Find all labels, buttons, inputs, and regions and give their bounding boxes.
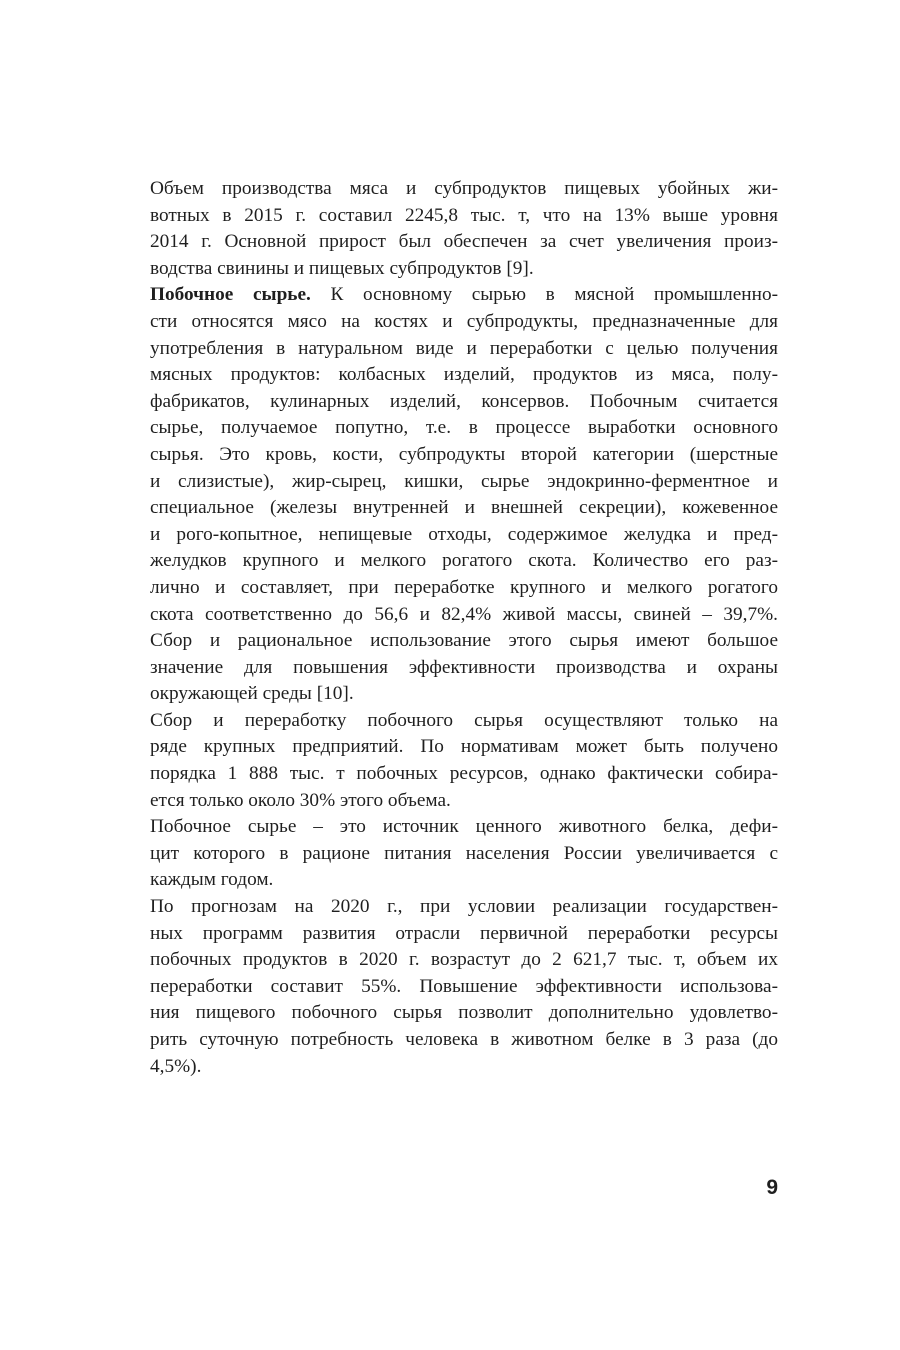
- text-line: водства свинины и пищевых субпродуктов [9].: [150, 257, 534, 279]
- text-line: ных программ развития отрасли первичной переработки ресурсы: [150, 922, 778, 944]
- text-line: сырья. Это кровь, кости, субпродукты второй категории (шерстные: [150, 443, 778, 465]
- text-line: желудков крупного и мелкого рогатого скота. Количество его раз-: [150, 550, 778, 572]
- text-line: побочных продуктов в 2020 г. возрастут до 2 621,7 тыс. т, объем их: [150, 949, 778, 971]
- text-line: специальное (железы внутренней и внешней секреции), кожевенное: [150, 497, 778, 519]
- section-heading: Побочное сырье.: [150, 284, 311, 306]
- text-line: ряде крупных предприятий. По нормативам может быть получено: [150, 736, 778, 758]
- text-line: лично и составляет, при переработке крупного и мелкого рогатого: [150, 576, 778, 598]
- page-body: [150, 176, 778, 1080]
- page-number: 9: [766, 1176, 778, 1199]
- text-line: Объем производства мяса и субпродуктов пищевых убойных жи-: [150, 178, 778, 199]
- text-line: 2014 г. Основной прирост был обеспечен за счет увеличения произ-: [150, 231, 778, 253]
- text-line: скота соответственно до 56,6 и 82,4% живой массы, свиней – 39,7%.: [150, 603, 778, 625]
- text-line: сти относятся мясо на костях и субпродукты, предназначенные для: [150, 310, 778, 332]
- text-line: значение для повышения эффективности производства и охраны: [150, 656, 778, 678]
- text-line: употребления в натуральном виде и переработки с целью получения: [150, 337, 778, 359]
- text-line: каждым годом.: [150, 869, 274, 891]
- text-line: порядка 1 888 тыс. т побочных ресурсов, однако фактически собира-: [150, 763, 778, 785]
- text-line: 4,5%).: [150, 1055, 202, 1077]
- paragraph-collection-processing: [150, 708, 778, 814]
- text-line: вотных в 2015 г. составил 2245,8 тыс. т, что на 13% выше уровня: [150, 204, 778, 226]
- text-line: [150, 282, 778, 309]
- text-line: Сбор и рациональное использование этого сырья имеют большое: [150, 630, 778, 652]
- heading-continuation: К основному сырью в мясной промышленно-: [310, 284, 779, 306]
- text-line: мясных продуктов: колбасных изделий, продуктов из мяса, полу-: [150, 364, 778, 386]
- paragraph-byproduct-raw-material: [150, 282, 778, 708]
- text-line: Побочное сырье – это источник ценного животного белка, дефи-: [150, 816, 778, 838]
- text-line: и рого-копытное, непищевые отходы, содержимое желудка и пред-: [150, 523, 778, 545]
- text-line: ния пищевого побочного сырья позволит дополнительно удовлетво-: [150, 1002, 778, 1024]
- text-line: сырье, получаемое попутно, т.е. в процессе выработки основного: [150, 417, 778, 439]
- text-line: и слизистые), жир-сырец, кишки, сырье эндокринно-ферментное и: [150, 470, 778, 492]
- text-line: Сбор и переработку побочного сырья осуществляют только на: [150, 709, 778, 731]
- paragraph-forecast-2020: [150, 894, 778, 1080]
- text-line: По прогнозам на 2020 г., при условии реализации государствен-: [150, 896, 778, 918]
- text-line: переработки составит 55%. Повышение эффективности использова-: [150, 975, 778, 997]
- text-line: цит которого в рационе питания населения России увеличивается с: [150, 842, 778, 864]
- text-line: рить суточную потребность человека в животном белке в 3 раза (до: [150, 1029, 778, 1050]
- paragraph-production-volume: [150, 176, 778, 282]
- text-line: окружающей среды [10].: [150, 683, 354, 705]
- text-line: фабрикатов, кулинарных изделий, консервов. Побочным считается: [150, 390, 778, 412]
- text-line: ется только около 30% этого объема.: [150, 789, 451, 811]
- paragraph-protein-source: [150, 814, 778, 894]
